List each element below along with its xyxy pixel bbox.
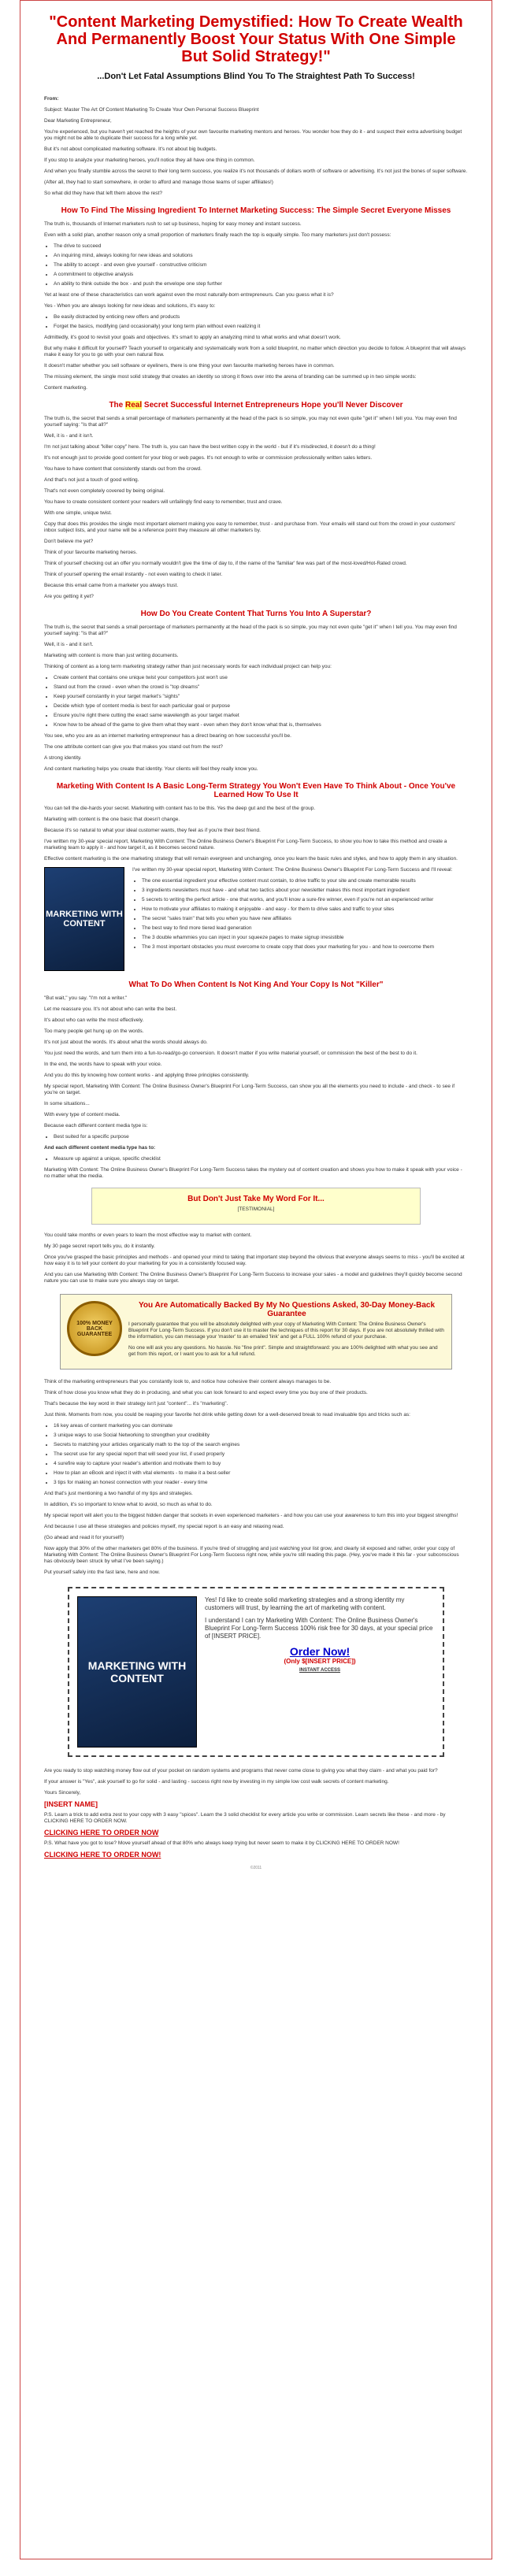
paragraph: But why make it difficult for yourself? Teach yourself to organically and systematically work from a solid blueprint, no matter which direction you decide to follow. A blueprint that will always make it easy for you to go with your own natural flow. [44, 346, 466, 358]
section7-paragraphs [44, 1379, 468, 1418]
order-now-link[interactable]: Order Now! [289, 1645, 351, 1658]
paragraph: And content marketing helps you create that identity. Your clients will feel they really know you. [44, 766, 258, 772]
guarantee-seal-icon: 100% MONEY BACK GUARANTEE [67, 1301, 122, 1356]
guarantee-body-2: No one will ask you any questions. No hassle. No "fine print". Simple and straightforward: you are 100% delighted with what you see and get from this report, or I want you to ask for a full refund. [128, 1345, 438, 1357]
paragraph: Copy that does this provides the single most important element making you easy to remember, trust - and purchase from. Your emails will stand out from the crowd in your customers' inbox subject lists, and your name will be a reference point they measure all other marketers by. [44, 521, 456, 533]
list-item: • 4 surefire way to capture your reader's attention and motivate them to buy [54, 1461, 468, 1467]
section3-paragraphs-2 [44, 733, 468, 773]
product-feature-block [44, 867, 468, 971]
list-item: • The 3 most important obstacles you must overcome to create copy that does your marketing for you - and how to overcome them [142, 944, 468, 951]
sales-letter-page [20, 0, 492, 2559]
paragraph: Yes - When you are always looking for new ideas and solutions, it's easy to: [44, 303, 216, 309]
list-item: • The 3 double whammies you can inject in your squeeze pages to make signup irresistible [142, 935, 468, 941]
section5-list [54, 1134, 468, 1140]
paragraph: And that's just mentioning a two handful of my tips and strategies. [44, 1491, 193, 1496]
section6-paragraphs [44, 1232, 468, 1284]
list-item: • An ability to think outside the box - and push the envelope one step further [54, 281, 468, 287]
paragraph: (Go ahead and read it for yourself!) [44, 1535, 124, 1540]
headline: "Content Marketing Demystified: How To Create Wealth And Permanently Boost Your Status With One Simple But Solid Strategy!" [49, 13, 463, 65]
section4-paragraphs [44, 806, 468, 862]
section5-list-2 [54, 1156, 468, 1162]
ps2-order-link[interactable]: CLICKING HERE TO ORDER NOW! [44, 1851, 161, 1859]
list-item: • The one essential ingredient your effective content must contain, to drive traffic to your site and create memorable results [142, 878, 468, 884]
paragraph: The missing element, the single most solid strategy that creates an identity so strong it flows over into the arena of branding can be summed up in two simple words: [44, 374, 417, 380]
paragraph: Once you've grasped the basic principles and methods - and opened your mind to taking that important step beyond the obvious that everyone always seems to miss - you'll be excited at how easy it is to tell your content do your marketing for you in a consistently focused way. [44, 1255, 465, 1266]
footer-copyright: ©2011 [250, 1866, 262, 1870]
list-item: • The ability to accept - and even give yourself - constructive criticism [54, 262, 468, 269]
section3-list [54, 675, 468, 728]
paragraph: The truth is, thousands of Internet marketers rush to set up business, hoping for easy money and instant success. [44, 221, 302, 227]
paragraph: Think of how close you know what they do in producing, and what you can look forward to and expect every time you buy one of their products. [44, 1390, 368, 1395]
list-item: • The secret use for any special report that will seed your list, if used properly [54, 1451, 468, 1458]
section1-paragraphs-2 [44, 292, 468, 309]
list-item: • Ensure you're right there cutting the exact same wavelength as your target market [54, 713, 468, 719]
ps1: P.S. Learn a trick to add extra zest to your copy with 3 easy "spices". Learn the 3 solid checklist for every article you write or commission. Learn secrets like these - and more - by CLICKING HERE TO ORDER NOW. [44, 1812, 446, 1824]
paragraph: In the end, the words have to speak with your voice. [44, 1062, 162, 1067]
order-text: Yes! I'd like to create solid marketing strategies and a strong identity my customers will trust, by learning the art of marketing with content. [205, 1596, 405, 1611]
paragraph: Well, it is - and it isn't. [44, 642, 94, 647]
paragraph: With every type of content media. [44, 1112, 121, 1118]
list-item: • The secret "sales train" that tells you when you have new affiliates [142, 916, 468, 922]
paragraph: Yours Sincerely, [44, 1790, 81, 1796]
paragraph: Thinking of content as a long term marketing strategy rather than just necessary words for each individual project can help you: [44, 664, 332, 669]
list-item: • Forget the basics, modifying (and occasionally) your long term plan without even realizing it [54, 324, 468, 330]
section-title-superstar: How Do You Create Content That Turns You Into A Superstar? [140, 610, 372, 618]
paragraph: "But wait," you say. "I'm not a writer." [44, 995, 128, 1001]
intro-paragraph: You're experienced, but you haven't yet reached the heights of your own favourite marketing mentors and heroes. You wonder how they do it - and suspect their extra advertising budget you might not be able to duplicate their success for a long while yet. [44, 129, 462, 141]
paragraph: The truth is, the secret that sends a small percentage of marketers permanently at the head of the pack is so simple, you may not even quite "get it" when I tell you. You may even find yourself saying: "Is that all?" [44, 416, 457, 428]
section1-paragraphs [44, 221, 468, 239]
order-product-cover: MARKETING WITH CONTENT [77, 1596, 197, 1748]
paragraph: The truth is, the secret that sends a small percentage of marketers permanently at the head of the pack is so simple, you may not even quite "get it" when I tell you. You may even find yourself saying: "Is that all?" [44, 625, 457, 636]
list-item: • 3 ingredients newsletters must have - and what two tactics about your newsletter makes this most important ingredient [142, 888, 468, 894]
product-list [142, 878, 468, 951]
paragraph: Admittedly, it's good to revisit your goals and objectives. It's smart to apply an analyzing mind to what works and what doesn't work. [44, 335, 341, 340]
paragraph: Let me reassure you. It's not about who can write the best. [44, 1006, 177, 1012]
list-item: • Secrets to matching your articles organically math to the top of the search engines [54, 1442, 468, 1448]
paragraph: My special report will alert you to the biggest hidden danger that sockets in even experienced marketers - and how you can use your awareness to turn this into your biggest strengths! [44, 1513, 458, 1518]
section2-title-pre: The [109, 401, 126, 410]
section5-paragraphs [44, 995, 468, 1129]
paragraph: Are you getting it yet? [44, 594, 94, 599]
list-item: • A commitment to objective analysis [54, 272, 468, 278]
paragraph: And you do this by knowing how content works - and applying three principles consistently. [44, 1073, 250, 1078]
section2-title-post: Secret Successful Internet Entrepreneurs Hope you'll Never Discover [142, 401, 403, 410]
paragraph: Put yourself safely into the fast lane, here and now. [44, 1570, 161, 1575]
section2-paragraphs [44, 416, 468, 600]
paragraph: That's because the key word in their strategy isn't just "content"... it's "marketing". [44, 1401, 228, 1407]
section7-list [54, 1423, 468, 1486]
paragraph: The one attribute content can give you that makes you stand out from the rest? [44, 744, 223, 750]
paragraph: You have to create consistent content your readers will unfailingly find easy to remember, trust and crave. [44, 499, 283, 505]
order-text-2: I understand I can try Marketing With Content: The Online Business Owner's Blueprint For Long-Term Success 100% risk free for 30 days, at your special price of [INSERT PRICE]. [205, 1617, 433, 1640]
paragraph: Are you ready to stop watching money flow out of your pocket on random systems and programs that never come close to giving you what they claim - and what you paid for? [44, 1768, 438, 1774]
intro-paragraph: So what did they have that left them above the rest? [44, 191, 162, 196]
section1-list-2 [54, 314, 468, 330]
paragraph: Because it's so natural to what your ideal customer wants, they feel as if you're their best friend. [44, 828, 261, 833]
list-item: • Best suited for a specific purpose [54, 1134, 468, 1140]
paragraph: Content marketing. [44, 385, 87, 391]
list-item: • Stand out from the crowd - even when the crowd is "top dreams" [54, 684, 468, 691]
instant-access-label: INSTANT ACCESS [299, 1668, 340, 1673]
paragraph: That's not even completely covered by being original. [44, 488, 165, 494]
paragraph: I'm not just talking about "killer copy" here. The truth is, you can have the best written copy in the world - but if it's misdirected, it doesn't do a thing! [44, 444, 376, 450]
section-title-missing-ingredient: How To Find The Missing Ingredient To Internet Marketing Success: The Simple Secret Everyone Misses [61, 206, 451, 215]
ps1-order-link[interactable]: CLICKING HERE TO ORDER NOW [44, 1829, 159, 1837]
paragraph: Marketing with content is the one basic that doesn't change. [44, 817, 180, 822]
intro-paragraph: If you stop to analyze your marketing heroes, you'll notice they all have one thing in common. [44, 158, 255, 163]
paragraph: Marketing with content is more than just writing documents. [44, 653, 179, 658]
list-item: • Measure up against a unique, specific checklist [54, 1156, 468, 1162]
section3-paragraphs [44, 625, 468, 670]
signature: [INSERT NAME] [44, 1800, 98, 1808]
list-item: • Keep yourself constantly in your target market's "sights" [54, 694, 468, 700]
testimonial-body: [TESTIMONIAL] [237, 1206, 275, 1212]
subject-line: Subject: Master The Art Of Content Marketing To Create Your Own Personal Success Blueprint [44, 107, 259, 113]
list-item: • Create content that contains one unique twist your competitors just won't use [54, 675, 468, 681]
list-item: • The best way to find more tiered lead generation [142, 925, 468, 932]
paragraph: In addition, it's so important to know what to avoid, so much as what to do. [44, 1502, 213, 1507]
paragraph: If your answer is "Yes", ask yourself to go for solid - and lasting - success right now by investing in my simple low cost walk secrets of content marketing. [44, 1779, 389, 1785]
product-intro: I've written my 30-year special report, Marketing With Content: The Online Business Owner's Blueprint For Long-Term Success and I'll reveal: [132, 867, 453, 873]
paragraph: It's not just about the words. It's about what the words should always do. [44, 1040, 208, 1045]
greeting: Dear Marketing Entrepreneur, [44, 118, 112, 124]
paragraph: With one simple, unique twist. [44, 510, 112, 516]
paragraph: It doesn't matter whether you sell software or eyeliners, there is one thing your own favourite marketing heroes have in common. [44, 363, 335, 369]
section-title-long-term-strategy: Marketing With Content Is A Basic Long-Term Strategy You Won't Even Have To Think About - Once You've Learned How To Use It [56, 782, 456, 799]
list-item: • Know how to be ahead of the game to give them what they want - even when they don't know what that is, themselves [54, 722, 468, 728]
intro-paragraph: (After all, they had to start somewhere, in order to afford and manage those teams of super affiliates!) [44, 180, 273, 185]
list-item: • How to plan an eBook and inject it with vital elements - to make it a best-seller [54, 1470, 468, 1477]
section1-paragraphs-3 [44, 335, 468, 391]
paragraph: My special report, Marketing With Content: The Online Business Owner's Blueprint For Long-Term Success, can show you all the elements you need to include - and check - to see if you're on target. [44, 1084, 455, 1095]
list-item: • 5 secrets to writing the perfect article - one that works, and you'll know a sure-fire winner, even if you're not an experienced writer [142, 897, 468, 903]
paragraph: Because this email came from a marketer you always trust. [44, 583, 179, 588]
list-item: • 16 key areas of content marketing you can dominate [54, 1423, 468, 1429]
paragraph: You have to have content that consistently stands out from the crowd. [44, 466, 202, 472]
section-title-real-secret [44, 401, 468, 410]
paragraph: Now apply that 30% of the other marketers get 80% of the business. If you're tired of struggling and just watching your list grow, and clearly sit exposed and rather, order your copy of Marketing With Content: The Online Business Owner's Blueprint For Long-Term Success right now, while you're still reading this page. (Hey, you've made it this far - your subconscious has obviously been struck by what I've been saying.) [44, 1546, 459, 1564]
intro-section [44, 129, 468, 197]
product-cover-image: MARKETING WITH CONTENT [44, 867, 124, 971]
section1-list [54, 243, 468, 287]
list-item: • 3 tips for making an honest connection with your reader - every time [54, 1480, 468, 1486]
paragraph: Think of yourself opening the email instantly - not even waiting to check it later. [44, 572, 223, 577]
paragraph: You could take months or even years to learn the most effective way to market with content. [44, 1232, 252, 1238]
paragraph: And you can use Marketing With Content: The Online Business Owner's Blueprint For Long-Term Success to increase your sales - a model and guidelines they'll quickly become second nature you can use to make sure you always stay on target. [44, 1272, 462, 1284]
list-item: • 3 unique ways to use Social Networking to strengthen your credibility [54, 1433, 468, 1439]
paragraph: You see, who you are as an internet marketing entrepreneur has a direct bearing on how successful you'll be. [44, 733, 291, 739]
paragraph: I've written my 30-year special report, Marketing With Content: The Online Business Owner's Blueprint For Long-Term Success, to show you how to take this method and create a marketing team to apply it - and how target it, as it becomes second nature. [44, 839, 447, 851]
paragraph: And that's not just a touch of good writing. [44, 477, 139, 483]
list-item: • An inquiring mind, always looking for new ideas and solutions [54, 253, 468, 259]
list-item: • The drive to succeed [54, 243, 468, 250]
section5-paragraphs-2 [44, 1167, 468, 1180]
order-box [68, 1587, 444, 1757]
paragraph: My 30 page secret report tells you, do it instantly. [44, 1244, 155, 1249]
paragraph: You just need the words, and turn them into a fun-to-read/go-go conversion. It doesn't matter if you write material yourself, or commission the best of the best to do it. [44, 1051, 417, 1056]
paragraph: Marketing With Content: The Online Business Owner's Blueprint For Long-Term Success takes the mystery out of content creation and shows you how to make it speak with your voice - no matter what the media. [44, 1167, 462, 1179]
guarantee-title: You Are Automatically Backed By My No Questions Asked, 30-Day Money-Back Guarantee [138, 1301, 436, 1318]
paragraph: Well, it is - and it isn't. [44, 433, 94, 439]
paragraph: A strong identity. [44, 755, 82, 761]
paragraph: Just think. Moments from now, you could be reaping your favorite hot drink while getting down for a well-deserved break to read invaluable tips and tricks such as: [44, 1412, 410, 1418]
paragraph: Because each different content media type is: [44, 1123, 148, 1129]
subheadline: ...Don't Let Fatal Assumptions Blind You To The Straightest Path To Success! [97, 72, 415, 81]
testimonial-title: But Don't Just Take My Word For It... [187, 1195, 325, 1203]
paragraph: Don't believe me yet? [44, 539, 94, 544]
paragraph: Effective content marketing is the one marketing strategy that will remain evergreen and unchanging, once you learn the basic rules and styles, and how to apply them in any situation. [44, 856, 458, 862]
paragraph: Think of your favourite marketing heroes. [44, 550, 138, 555]
intro-paragraph: And when you finally stumble across the secret to their long term success, you realize it's not thousands of dollars worth of software or advertising. It's not just the bones of super software. [44, 169, 468, 174]
closing-paragraphs [44, 1768, 468, 1796]
paragraph: Think of the marketing entrepreneurs that you constantly look to, and notice how cohesive their content always manages to be. [44, 1379, 332, 1384]
order-price: (Only $[INSERT PRICE]) [284, 1658, 356, 1665]
paragraph: It's not enough just to provide good content for your blog or web pages. It's not enough to write or commission professionally written sales letters. [44, 455, 373, 461]
guarantee-box [60, 1294, 452, 1370]
paragraph: Too many people get hung up on the words. [44, 1029, 144, 1034]
paragraph: Think of yourself checking out an offer you normally wouldn't give the time of day to, if the name of the 'familiar' few was part of the most-loved/Hot-Rated crowd. [44, 561, 407, 566]
section5-after: And each different content media type has to: [44, 1145, 156, 1151]
list-item: • Be easily distracted by enticing new offers and products [54, 314, 468, 321]
list-item: • How to motivate your affiliates to making it enjoyable - and easy - for them to drive sales and traffic to your sites [142, 906, 468, 913]
from-label: From: [44, 96, 59, 102]
section-title-content-not-king: What To Do When Content Is Not King And Your Copy Is Not "Killer" [128, 980, 384, 989]
section2-title-real: Real [125, 401, 143, 410]
paragraph: And because I use all these strategies and policies myself, my special report is an easy and relaxing read. [44, 1524, 284, 1529]
paragraph: In some situations... [44, 1101, 90, 1106]
testimonial-box [91, 1188, 421, 1225]
ps2: P.S. What have you got to lose? Move yourself ahead of that 80% who always keep trying but never seem to make it by CLICKING HERE TO ORDER NOW! [44, 1840, 399, 1846]
paragraph: You can tell the die-hards your secret. Marketing with content has to be this. Yes the deep gut and the best of the group. [44, 806, 316, 811]
paragraph: It's about who can write the most effectively. [44, 1017, 144, 1023]
intro-paragraph: But it's not about complicated marketing software. It's not about big budgets. [44, 146, 217, 152]
paragraph: Even with a solid plan, another reason only a small proportion of marketers finally reach the top is equally simple. Too many marketers just don't possess: [44, 232, 391, 238]
guarantee-body: I personally guarantee that you will be absolutely delighted with your copy of Marketing With Content: The Online Business Owner's Blueprint For Long-Term Success. If you don't use it to master the techniques of this report for 30 days. If you are not absolutely thrilled with the information, you can message your 'master' to an emailed 'link' and get a FULL 100% refund of your purchase. [128, 1321, 444, 1340]
paragraph: Yet at least one of these characteristics can work against even the most naturally-born entrepreneurs. Can you guess what it is? [44, 292, 334, 298]
section7-paragraphs-2 [44, 1491, 468, 1576]
list-item: • Decide which type of content media is best for each particular goal or purpose [54, 703, 468, 710]
